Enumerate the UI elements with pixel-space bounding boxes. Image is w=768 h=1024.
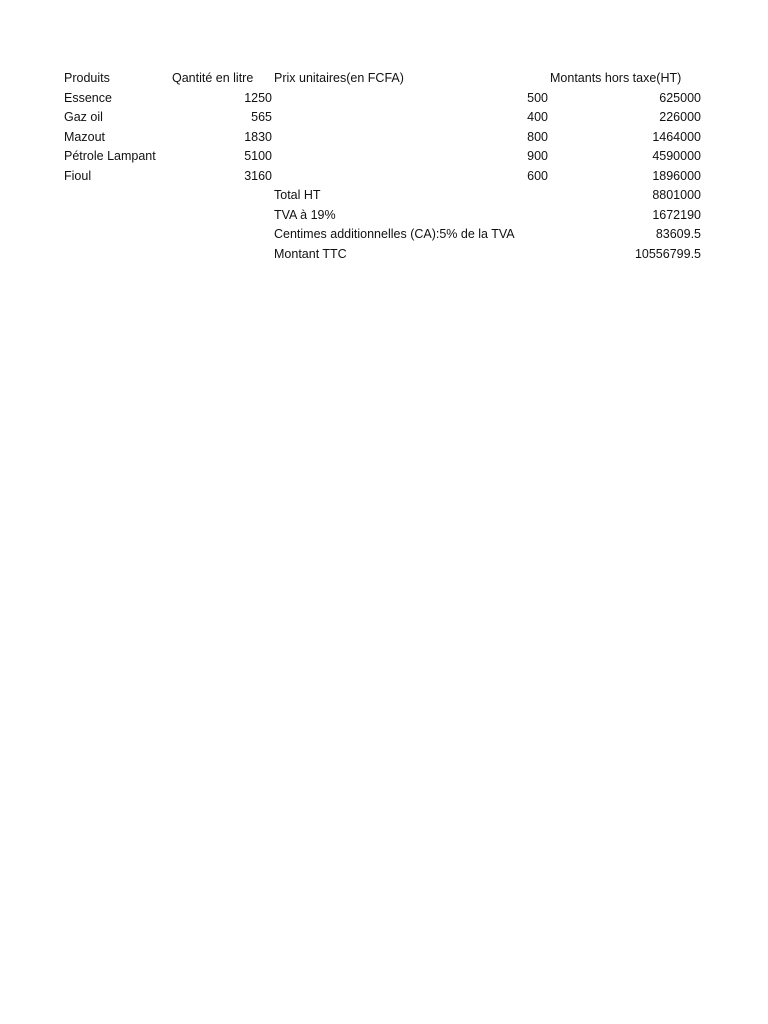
row-product: Gaz oil bbox=[64, 110, 103, 124]
row-price: 800 bbox=[527, 130, 548, 144]
header-quantity: Qantité en litre bbox=[172, 71, 254, 85]
row-quantity: 1830 bbox=[244, 130, 272, 144]
header-amount-ht: Montants hors taxe(HT) bbox=[550, 71, 682, 85]
row-price: 400 bbox=[527, 110, 548, 124]
centimes-additionnels-value: 83609.5 bbox=[655, 227, 701, 241]
row-amount: 4590000 bbox=[652, 149, 701, 163]
row-amount: 226000 bbox=[659, 110, 701, 124]
header-products: Produits bbox=[64, 71, 110, 85]
row-amount: 1896000 bbox=[652, 169, 701, 183]
row-product: Mazout bbox=[64, 130, 105, 144]
row-product: Essence bbox=[64, 91, 112, 105]
row-product: Fioul bbox=[64, 169, 92, 183]
row-quantity: 3160 bbox=[244, 169, 272, 183]
montant-ttc-label: Montant TTC bbox=[274, 247, 347, 261]
total-ht-label: Total HT bbox=[274, 188, 321, 202]
row-amount: 625000 bbox=[659, 91, 701, 105]
row-price: 900 bbox=[527, 149, 548, 163]
row-amount: 1464000 bbox=[652, 130, 701, 144]
row-quantity: 565 bbox=[251, 110, 272, 124]
row-price: 500 bbox=[527, 91, 548, 105]
centimes-additionnels-label: Centimes additionnelles (CA):5% de la TVA bbox=[274, 227, 515, 241]
montant-ttc-value: 10556799.5 bbox=[634, 247, 701, 261]
row-quantity: 1250 bbox=[244, 91, 272, 105]
row-quantity: 5100 bbox=[244, 149, 272, 163]
tva-label: TVA à 19% bbox=[274, 208, 336, 222]
total-ht-value: 8801000 bbox=[652, 188, 701, 202]
header-unit-price: Prix unitaires(en FCFA) bbox=[274, 71, 404, 85]
row-price: 600 bbox=[527, 169, 548, 183]
row-product: Pétrole Lampant bbox=[64, 149, 156, 163]
tva-value: 1672190 bbox=[652, 208, 701, 222]
